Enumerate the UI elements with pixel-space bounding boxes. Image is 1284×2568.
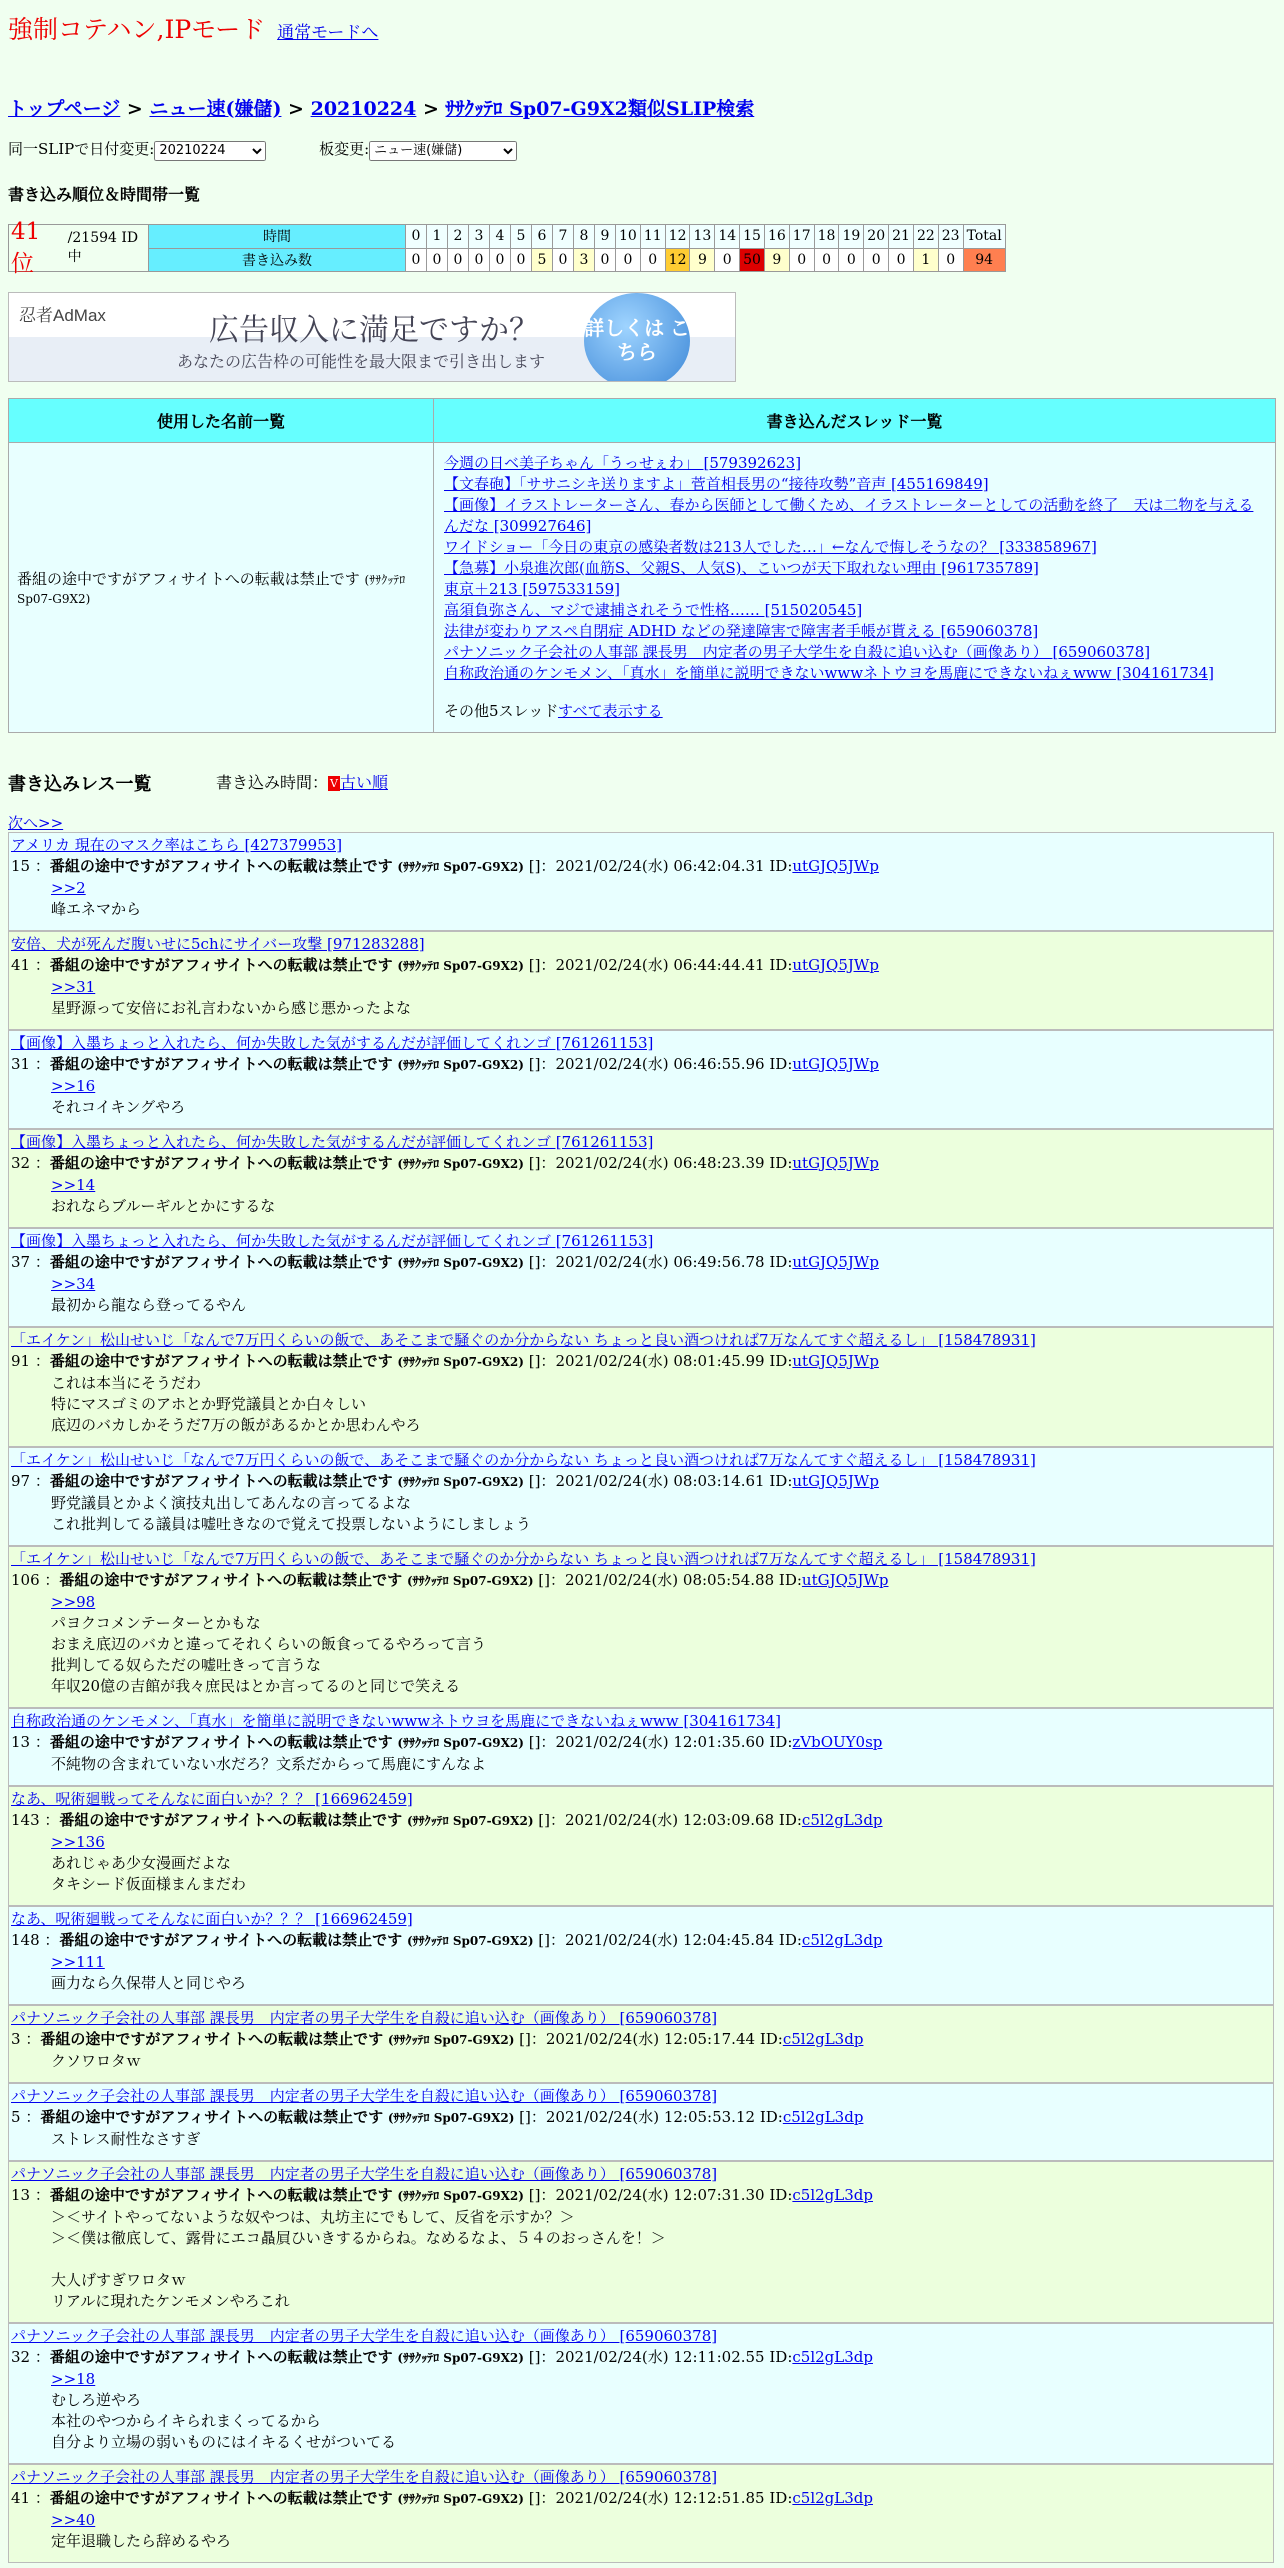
post-body: [11, 1952, 1271, 1994]
reply-anchor-link[interactable]: >>40: [51, 2511, 96, 2529]
post: [8, 1447, 1274, 1546]
post-thread-link[interactable]: 「エイケン」松山せいじ「なんで7万円くらいの飯で、あそこまで騒ぐのか分からない ちょっと良い酒つければ7万なんてすぐ超えるし」 [158478931]: [11, 1550, 1036, 1568]
post-line: 本社のやつからイキられまくってるから: [51, 2412, 321, 2430]
post-date: 2021/02/24(水) 12:03:09.68: [564, 1811, 775, 1829]
counts-row: [149, 248, 1006, 272]
post-line: リアルに現れたケンモメンやろこれ: [51, 2292, 290, 2310]
hour-cell: 16: [764, 225, 789, 249]
post-body: [11, 1493, 1271, 1535]
thread-link[interactable]: ワイドショー「今日の東京の感染者数は213人でした…」←なんで悔しそうなの？ [333858967]: [444, 538, 1097, 556]
post-trip: (ｻｻｸｯﾃﾛ Sp07-G9X2): [397, 2189, 524, 2203]
post-header: 13 ：番組の途中ですがアフィサイトへの転載は禁止です (ｻｻｸｯﾃﾛ Sp07-G9X2) []：2021/02/24(水) 12:07:31.30 ID:c5l2gL3dp: [11, 2186, 873, 2204]
count-cell: 0: [938, 248, 963, 272]
ad-headline: 広告収入に満足ですか？: [209, 314, 539, 347]
post-header: 41 ：番組の途中ですがアフィサイトへの転載は禁止です (ｻｻｸｯﾃﾛ Sp07-G9X2) []：2021/02/24(水) 06:44:44.41 ID:utGJQ5JWp: [11, 956, 879, 974]
post-thread-link[interactable]: パナソニック子会社の人事部 課長男 内定者の男子大学生を自殺に追い込む（画像あり） [659060378]: [11, 2468, 718, 2486]
hour-cell: Total: [963, 225, 1005, 249]
post-id-link[interactable]: utGJQ5JWp: [792, 1253, 879, 1271]
post-line: ストレス耐性なさすぎ: [51, 2130, 201, 2148]
post-line: むしろ逆やろ: [51, 2391, 142, 2409]
post-line: これは本当にそうだわ: [51, 1374, 202, 1392]
post-id-link[interactable]: zVbOUY0sp: [792, 1733, 883, 1751]
hour-cell: 2: [448, 225, 469, 249]
post-name: 番組の途中ですがアフィサイトへの転載は禁止です: [49, 1253, 393, 1271]
post-number: 5: [11, 2108, 21, 2126]
post-thread-link[interactable]: 「エイケン」松山せいじ「なんで7万円くらいの飯で、あそこまで騒ぐのか分からない ちょっと良い酒つければ7万なんてすぐ超えるし」 [158478931]: [11, 1331, 1036, 1349]
post-thread-link[interactable]: パナソニック子会社の人事部 課長男 内定者の男子大学生を自殺に追い込む（画像あり） [659060378]: [11, 2327, 718, 2345]
post-header: 148 ：番組の途中ですがアフィサイトへの転載は禁止です (ｻｻｸｯﾃﾛ Sp07-G9X2) []：2021/02/24(水) 12:04:45.84 ID:c5l2gL3dp: [11, 1931, 883, 1949]
reply-anchor-link[interactable]: >>136: [51, 1833, 105, 1851]
count-cell: 0: [448, 248, 469, 272]
hour-cell: 8: [574, 225, 595, 249]
post-date: 2021/02/24(水) 08:05:54.88: [564, 1571, 775, 1589]
thread-link[interactable]: 【画像】イラストレーターさん、春から医師として働くため、イラストレーターとしての活動を終了 天は二物を与えるんだな [309927646]: [444, 496, 1254, 535]
reply-anchor-link[interactable]: >>98: [51, 1593, 96, 1611]
post-date: 2021/02/24(水) 12:01:35.60: [555, 1733, 765, 1751]
post-trip: (ｻｻｸｯﾃﾛ Sp07-G9X2): [397, 1058, 524, 1072]
reply-anchor-link[interactable]: >>34: [51, 1275, 96, 1293]
post-id-link[interactable]: utGJQ5JWp: [792, 1472, 879, 1490]
hour-cell: 4: [490, 225, 511, 249]
hour-cell: 5: [511, 225, 532, 249]
hour-cell: 10: [616, 225, 641, 249]
post: [8, 1906, 1274, 2005]
post-thread-link[interactable]: アメリカ 現在のマスク率はこちら [427379953]: [11, 836, 343, 854]
post-trip: (ｻｻｸｯﾃﾛ Sp07-G9X2): [397, 1256, 524, 1270]
post-body: [11, 1592, 1271, 1697]
post-id-link[interactable]: c5l2gL3dp: [801, 1931, 883, 1949]
post-number: 15: [11, 857, 31, 875]
post-date: 2021/02/24(水) 06:48:23.39: [555, 1154, 765, 1172]
count-cell: 0: [864, 248, 889, 272]
post-line: 星野源って安倍にお礼言わないから感じ悪かったよな: [51, 999, 412, 1017]
rank-total: /21594 ID中: [67, 230, 139, 265]
hour-cell: 0: [406, 225, 427, 249]
time-header: 時間: [149, 225, 406, 249]
post: [8, 1228, 1274, 1327]
post-name: 番組の途中ですがアフィサイトへの転載は禁止です: [59, 1811, 403, 1829]
post-line: 定年退職したら辞めるやろ: [51, 2532, 232, 2550]
post-date: 2021/02/24(水) 12:12:51.85: [555, 2489, 765, 2507]
post: [8, 1546, 1274, 1708]
mode-header: [8, 10, 378, 46]
count-cell: 0: [715, 248, 740, 272]
post-trip: (ｻｻｸｯﾃﾛ Sp07-G9X2): [397, 959, 524, 973]
post-name: 番組の途中ですがアフィサイトへの転載は禁止です: [49, 2186, 393, 2204]
post-thread-link[interactable]: なあ、呪術廻戦ってそんなに面白いか？？？ [166962459]: [11, 1790, 413, 1808]
post-trip: (ｻｻｸｯﾃﾛ Sp07-G9X2): [397, 1157, 524, 1171]
oldest-first-link[interactable]: 古い順: [339, 773, 388, 792]
post-id-link[interactable]: c5l2gL3dp: [782, 2108, 864, 2126]
count-cell: 0: [814, 248, 839, 272]
breadcrumb-separator: >: [281, 98, 311, 120]
post-name: 番組の途中ですがアフィサイトへの転載は禁止です: [49, 1352, 393, 1370]
reply-anchor-link[interactable]: >>31: [51, 978, 96, 996]
post: [8, 1129, 1274, 1228]
names-cell: [9, 443, 434, 733]
info-table: [8, 398, 1276, 733]
post-date: 2021/02/24(水) 12:05:53.12: [545, 2108, 756, 2126]
post-date: 2021/02/24(水) 06:46:55.96: [555, 1055, 765, 1073]
post-body: [11, 2510, 1271, 2552]
post-trip: (ｻｻｸｯﾃﾛ Sp07-G9X2): [397, 2351, 524, 2365]
post-id-link[interactable]: utGJQ5JWp: [792, 1055, 879, 1073]
post-body: [11, 2369, 1271, 2453]
post-header: 106 ：番組の途中ですがアフィサイトへの転載は禁止です (ｻｻｸｯﾃﾛ Sp07-G9X2) []：2021/02/24(水) 08:05:54.88 ID:utGJQ5JWp: [11, 1571, 889, 1589]
thread-link[interactable]: 【文春砲】「ササニシキ送りますよ」菅首相長男の“接待攻勢”音声 [455169849]: [444, 475, 989, 493]
post-body: [11, 1754, 1271, 1775]
hour-cell: 20: [864, 225, 889, 249]
count-cell: 1: [913, 248, 938, 272]
hour-cell: 19: [839, 225, 864, 249]
hour-cell: 17: [789, 225, 814, 249]
post-header: 15 ：番組の途中ですがアフィサイトへの転載は禁止です (ｻｻｸｯﾃﾛ Sp07-G9X2) []：2021/02/24(水) 06:42:04.31 ID:utGJQ5JWp: [11, 857, 879, 875]
breadcrumb: [8, 94, 628, 121]
similar-slip-search-link[interactable]: 類似SLIP検索: [628, 98, 755, 120]
post-trip: (ｻｻｸｯﾃﾛ Sp07-G9X2): [406, 1574, 534, 1588]
post-trip: (ｻｻｸｯﾃﾛ Sp07-G9X2): [387, 2033, 515, 2047]
post-id-link[interactable]: utGJQ5JWp: [792, 1154, 879, 1172]
post-date: 2021/02/24(水) 12:04:45.84: [564, 1931, 775, 1949]
count-cell: 3: [574, 248, 595, 272]
names-header: 使用した名前一覧: [9, 399, 434, 443]
post-header: 91 ：番組の途中ですがアフィサイトへの転載は禁止です (ｻｻｸｯﾃﾛ Sp07-G9X2) []：2021/02/24(水) 08:01:45.99 ID:utGJQ5JWp: [11, 1352, 879, 1370]
post-line: あれじゃあ少女漫画だよな: [51, 1854, 232, 1872]
post-number: 91: [11, 1352, 31, 1370]
breadcrumb-slip-link[interactable]: ｻｻｸｯﾃﾛ Sp07-G9X2: [445, 98, 628, 120]
count-cell: 0: [640, 248, 665, 272]
rank-box: [8, 218, 148, 277]
ranking-title: 書き込み順位＆時間帯一覧: [8, 185, 201, 204]
board-select[interactable]: [369, 141, 517, 161]
post-line: 特にマスゴミのアホとか野党議員とか白々しい: [51, 1395, 367, 1413]
post-trip: (ｻｻｸｯﾃﾛ Sp07-G9X2): [406, 1934, 534, 1948]
sort-icon: V: [330, 777, 338, 790]
post: [8, 2083, 1274, 2161]
post-line: 野党議員とかよく演技丸出してあんなの言ってるよな: [51, 1494, 412, 1512]
post-number: 148: [11, 1931, 40, 1949]
reply-anchor-link[interactable]: >>16: [51, 1077, 96, 1095]
post-trip: (ｻｻｸｯﾃﾛ Sp07-G9X2): [387, 2111, 515, 2125]
post-number: 41: [11, 956, 31, 974]
post-line: 底辺のバカしかそうだ7万の飯があるかとか思わんやろ: [51, 1416, 421, 1434]
reply-anchor-link[interactable]: >>14: [51, 1176, 96, 1194]
post: [8, 1786, 1274, 1906]
controls-row: [8, 138, 517, 161]
count-cell: 9: [690, 248, 715, 272]
used-name-trip: (ｻｻｸｯﾃﾛ Sp07-G9X2): [17, 573, 406, 606]
post-line: 画力なら久保帯人と同じやろ: [51, 1974, 247, 1992]
count-cell: 0: [839, 248, 864, 272]
hour-cell: 18: [814, 225, 839, 249]
post-id-link[interactable]: c5l2gL3dp: [782, 2030, 864, 2048]
post-number: 32: [11, 1154, 31, 1172]
hour-cell: 23: [938, 225, 963, 249]
post-name: 番組の途中ですがアフィサイトへの転載は禁止です: [49, 1733, 393, 1751]
post-id-link[interactable]: c5l2gL3dp: [801, 1811, 883, 1829]
post-thread-link[interactable]: 自称政治通のケンモメン、「真水」を簡単に説明できないwwwネトウヨを馬鹿にできないねぇwww [304161734]: [11, 1712, 781, 1730]
thread-link[interactable]: 法律が変わりアスペ自閉症 ADHD などの発達障害で障害者手帳が貰える [659060378]: [444, 622, 1039, 640]
post: [8, 2464, 1274, 2563]
count-cell: 0: [511, 248, 532, 272]
reply-anchor-link[interactable]: >>18: [51, 2370, 96, 2388]
count-cell: 5: [532, 248, 553, 272]
post-line: ＞＜サイトやってないような奴やつは、丸坊主にでもして、反省を示すか？＞: [51, 2208, 575, 2226]
count-cell: 9: [764, 248, 789, 272]
used-name: 番組の途中ですがアフィサイトへの転載は禁止です: [17, 570, 360, 588]
hour-cell: 9: [595, 225, 616, 249]
post-name: 番組の途中ですがアフィサイトへの転載は禁止です: [49, 1055, 393, 1073]
mode-title: 強制コテハン,IPモード: [8, 15, 266, 44]
post: [8, 2323, 1274, 2464]
post-header: 13 ：番組の途中ですがアフィサイトへの転載は禁止です (ｻｻｸｯﾃﾛ Sp07-G9X2) []：2021/02/24(水) 12:01:35.60 ID:zVbOUY0sp: [11, 1733, 883, 1751]
thread-link[interactable]: 自称政治通のケンモメン、「真水」を簡単に説明できないwwwネトウヨを馬鹿にできないねぇwww [304161734]: [444, 664, 1214, 682]
post-date: 2021/02/24(水) 12:11:02.55: [555, 2348, 765, 2366]
hour-cell: 11: [640, 225, 665, 249]
post-line: それコイキングやろ: [51, 1098, 186, 1116]
post-thread-link[interactable]: パナソニック子会社の人事部 課長男 内定者の男子大学生を自殺に追い込む（画像あり） [659060378]: [11, 2165, 718, 2183]
ad-logo: 忍者AdMax: [19, 306, 106, 325]
post-line: 年収20億の吉館が我々庶民はとか言ってるのと同じで笑える: [51, 1677, 461, 1695]
post-date: 2021/02/24(水) 12:05:17.44: [545, 2030, 756, 2048]
post-line: パヨクコメンテーターとかもな: [51, 1614, 261, 1632]
thread-link[interactable]: 【急募】小泉進次郎(血筋S、父親S、人気S)、こいつが天下取れない理由 [961735789]: [444, 559, 1039, 577]
post: [8, 931, 1274, 1030]
post-line: ＞＜僕は徹底して、露骨にエコ贔屓ひいきするからね。なめるなよ、５４のおっさんを！＞: [51, 2229, 666, 2247]
post-date: 2021/02/24(水) 08:01:45.99: [555, 1352, 765, 1370]
post-trip: (ｻｻｸｯﾃﾛ Sp07-G9X2): [406, 1814, 534, 1828]
count-cell: 0: [406, 248, 427, 272]
post-number: 31: [11, 1055, 31, 1073]
post-header: 143 ：番組の途中ですがアフィサイトへの転載は禁止です (ｻｻｸｯﾃﾛ Sp07-G9X2) []：2021/02/24(水) 12:03:09.68 ID:c5l2gL3dp: [11, 1811, 883, 1829]
threads-cell: [434, 443, 1276, 733]
post-line: 批判してる奴らただの嘘吐きって言うな: [51, 1656, 322, 1674]
post-date: 2021/02/24(水) 06:49:56.78: [555, 1253, 765, 1271]
post-line: おまえ底辺のバカと違ってそれくらいの飯食ってるやろって言う: [51, 1635, 487, 1653]
post-thread-link[interactable]: なあ、呪術廻戦ってそんなに面白いか？？？ [166962459]: [11, 1910, 413, 1928]
post-date: 2021/02/24(水) 06:42:04.31: [555, 857, 765, 875]
post-header: 31 ：番組の途中ですがアフィサイトへの転載は禁止です (ｻｻｸｯﾃﾛ Sp07-G9X2) []：2021/02/24(水) 06:46:55.96 ID:utGJQ5JWp: [11, 1055, 879, 1073]
hour-cell: 13: [690, 225, 715, 249]
post-header: 5 ：番組の途中ですがアフィサイトへの転載は禁止です (ｻｻｸｯﾃﾛ Sp07-G9X2) []：2021/02/24(水) 12:05:53.12 ID:c5l2gL3dp: [11, 2108, 864, 2126]
post-body: [11, 2051, 1271, 2072]
next-page-link[interactable]: 次へ>>: [8, 814, 64, 832]
breadcrumb-board-link[interactable]: ニュー速(嫌儲): [149, 98, 282, 120]
post-number: 13: [11, 2186, 31, 2204]
ad-banner[interactable]: [8, 292, 736, 382]
thread-link[interactable]: 東京＋213 [597533159]: [444, 580, 620, 598]
date-select[interactable]: [154, 141, 266, 161]
post-line: これ批判してる議員は嘘吐きなので覚えて投票しないようにしましょう: [51, 1515, 532, 1533]
post-header: 3 ：番組の途中ですがアフィサイトへの転載は禁止です (ｻｻｸｯﾃﾛ Sp07-G9X2) []：2021/02/24(水) 12:05:17.44 ID:c5l2gL3dp: [11, 2030, 864, 2048]
hour-cell: 7: [553, 225, 574, 249]
post-trip: (ｻｻｸｯﾃﾛ Sp07-G9X2): [397, 860, 524, 874]
ad-subtext: あなたの広告枠の可能性を最大限まで引き出します: [177, 354, 546, 371]
breadcrumb-top-link[interactable]: トップページ: [8, 98, 121, 120]
date-change-label: 同一SLIPで日付変更:: [8, 140, 155, 158]
post-body: [11, 1175, 1271, 1217]
post-number: 32: [11, 2348, 31, 2366]
threads-header: 書き込んだスレッド一覧: [434, 399, 1276, 443]
count-cell: 0: [789, 248, 814, 272]
post-body: [11, 1832, 1271, 1895]
responses-title: 書き込みレス一覧: [8, 774, 152, 795]
breadcrumb-separator: >: [120, 98, 150, 120]
count-cell: 0: [889, 248, 914, 272]
post-thread-link[interactable]: パナソニック子会社の人事部 課長男 内定者の男子大学生を自殺に追い込む（画像あり） [659060378]: [11, 2087, 718, 2105]
count-cell: 0: [469, 248, 490, 272]
hour-cell: 15: [740, 225, 765, 249]
count-cell: 0: [595, 248, 616, 272]
rank-value: 41 位: [11, 218, 41, 277]
thread-link[interactable]: パナソニック子会社の人事部 課長男 内定者の男子大学生を自殺に追い込む（画像あり） [659060378]: [444, 643, 1151, 661]
post-body: [11, 1076, 1271, 1118]
post-name: 番組の途中ですがアフィサイトへの転載は禁止です: [49, 2489, 393, 2507]
post-header: 32 ：番組の途中ですがアフィサイトへの転載は禁止です (ｻｻｸｯﾃﾛ Sp07-G9X2) []：2021/02/24(水) 06:48:23.39 ID:utGJQ5JWp: [11, 1154, 879, 1172]
post-line: [51, 2249, 1271, 2270]
post-name: 番組の途中ですがアフィサイトへの転載は禁止です: [49, 1154, 393, 1172]
post-line: タキシード仮面様まんまだわ: [51, 1875, 246, 1893]
post-header: 37 ：番組の途中ですがアフィサイトへの転載は禁止です (ｻｻｸｯﾃﾛ Sp07-G9X2) []：2021/02/24(水) 06:49:56.78 ID:utGJQ5JWp: [11, 1253, 879, 1271]
hour-cell: 22: [913, 225, 938, 249]
hour-cell: 1: [427, 225, 448, 249]
hour-cell: 21: [889, 225, 914, 249]
hourly-table: [148, 224, 1006, 272]
count-cell: 0: [553, 248, 574, 272]
post-trip: (ｻｻｸｯﾃﾛ Sp07-G9X2): [397, 1475, 524, 1489]
post-header: 32 ：番組の途中ですがアフィサイトへの転載は禁止です (ｻｻｸｯﾃﾛ Sp07-G9X2) []：2021/02/24(水) 12:11:02.55 ID:c5l2gL3dp: [11, 2348, 873, 2366]
count-header: 書き込み数: [149, 248, 406, 272]
post-line: 最初から龍なら登ってるやん: [51, 1296, 247, 1314]
thread-link[interactable]: 高須負弥さん、マジで逮捕されそうで性格…… [515020545]: [444, 601, 863, 619]
reply-anchor-link[interactable]: >>2: [51, 879, 86, 897]
post-id-link[interactable]: utGJQ5JWp: [792, 956, 879, 974]
post: [8, 1030, 1274, 1129]
post: [8, 1327, 1274, 1447]
time-order-label: 書き込み時間：: [216, 773, 329, 792]
hours-row: [149, 225, 1006, 249]
post-number: 37: [11, 1253, 31, 1271]
count-cell: 12: [665, 248, 690, 272]
show-all-threads-link[interactable]: すべて表示する: [557, 702, 663, 720]
post-number: 13: [11, 1733, 31, 1751]
post-id-link[interactable]: utGJQ5JWp: [792, 857, 879, 875]
post-line: 峰エネマから: [51, 900, 142, 918]
ad-details-button[interactable]: 詳しくは こちら: [584, 293, 690, 382]
count-cell: 50: [740, 248, 765, 272]
count-cell: 0: [490, 248, 511, 272]
post: [8, 832, 1274, 931]
post-name: 番組の途中ですがアフィサイトへの転載は禁止です: [40, 2108, 384, 2126]
post-name: 番組の途中ですがアフィサイトへの転載は禁止です: [49, 1472, 393, 1490]
post-body: [11, 2129, 1271, 2150]
post-name: 番組の途中ですがアフィサイトへの転載は禁止です: [49, 2348, 393, 2366]
hour-cell: 3: [469, 225, 490, 249]
post-number: 3: [11, 2030, 21, 2048]
post-id-link[interactable]: c5l2gL3dp: [792, 2186, 873, 2204]
post-body: [11, 977, 1271, 1019]
post-thread-link[interactable]: 安倍、犬が死んだ腹いせに5chにサイバー攻撃 [971283288]: [11, 935, 425, 953]
post-id-link[interactable]: c5l2gL3dp: [792, 2348, 873, 2366]
post-number: 143: [11, 1811, 40, 1829]
post-name: 番組の途中ですがアフィサイトへの転載は禁止です: [49, 857, 393, 875]
hour-cell: 12: [665, 225, 690, 249]
reply-anchor-link[interactable]: >>111: [51, 1953, 105, 1971]
post-header: 97 ：番組の途中ですがアフィサイトへの転載は禁止です (ｻｻｸｯﾃﾛ Sp07-G9X2) []：2021/02/24(水) 08:03:14.61 ID:utGJQ5JWp: [11, 1472, 879, 1490]
count-cell: 0: [616, 248, 641, 272]
time-order: [216, 770, 388, 793]
post-trip: (ｻｻｸｯﾃﾛ Sp07-G9X2): [397, 2492, 524, 2506]
post-name: 番組の途中ですがアフィサイトへの転載は禁止です: [40, 2030, 384, 2048]
post-name: 番組の途中ですがアフィサイトへの転載は禁止です: [49, 956, 393, 974]
board-change-label: 板変更:: [319, 140, 370, 158]
post-number: 106: [11, 1571, 40, 1589]
post-trip: (ｻｻｸｯﾃﾛ Sp07-G9X2): [397, 1736, 524, 1750]
post-id-link[interactable]: utGJQ5JWp: [792, 1352, 879, 1370]
post-thread-link[interactable]: 【画像】入墨ちょっと入れたら、何か失敗した気がするんだが評価してくれンゴ [761261153]: [11, 1232, 654, 1250]
hour-cell: 14: [715, 225, 740, 249]
post-name: 番組の途中ですがアフィサイトへの転載は禁止です: [59, 1931, 403, 1949]
post-body: [11, 878, 1271, 920]
post-header: 41 ：番組の途中ですがアフィサイトへの転載は禁止です (ｻｻｸｯﾃﾛ Sp07-G9X2) []：2021/02/24(水) 12:12:51.85 ID:c5l2gL3dp: [11, 2489, 873, 2507]
post: [8, 1708, 1274, 1786]
count-cell: 94: [963, 248, 1005, 272]
hour-cell: 6: [532, 225, 553, 249]
post-line: 大人げすぎワロタｗ: [51, 2271, 187, 2289]
post-date: 2021/02/24(水) 12:07:31.30: [555, 2186, 765, 2204]
count-cell: 0: [427, 248, 448, 272]
post-list: [8, 832, 1274, 2563]
ranking-section: [8, 218, 1006, 277]
post-name: 番組の途中ですがアフィサイトへの転載は禁止です: [59, 1571, 403, 1589]
post-line: 自分より立場の弱いものにはイキるくせがついてる: [51, 2433, 397, 2451]
normal-mode-link[interactable]: 通常モードへ: [277, 23, 379, 43]
post-body: [11, 1274, 1271, 1316]
post-number: 97: [11, 1472, 31, 1490]
post-line: 不純物の含まれていない水だろ？文系だからって馬鹿にすんなよ: [51, 1755, 487, 1773]
other-threads-count: その他5スレッド: [444, 702, 558, 720]
breadcrumb-date-link[interactable]: 20210224: [310, 98, 417, 120]
post-thread-link[interactable]: 【画像】入墨ちょっと入れたら、何か失敗した気がするんだが評価してくれンゴ [761261153]: [11, 1034, 654, 1052]
thread-link[interactable]: 今週の日ベ美子ちゃん「うっせぇわ」 [579392623]: [444, 454, 802, 472]
post-thread-link[interactable]: 「エイケン」松山せいじ「なんで7万円くらいの飯で、あそこまで騒ぐのか分からない ちょっと良い酒つければ7万なんてすぐ超えるし」 [158478931]: [11, 1451, 1036, 1469]
post-date: 2021/02/24(水) 06:44:44.41: [555, 956, 765, 974]
post: [8, 2005, 1274, 2083]
post-id-link[interactable]: c5l2gL3dp: [792, 2489, 873, 2507]
post-thread-link[interactable]: パナソニック子会社の人事部 課長男 内定者の男子大学生を自殺に追い込む（画像あり） [659060378]: [11, 2009, 718, 2027]
thread-list: [444, 453, 1265, 684]
post-id-link[interactable]: utGJQ5JWp: [801, 1571, 889, 1589]
breadcrumb-separator: >: [416, 98, 446, 120]
post-thread-link[interactable]: 【画像】入墨ちょっと入れたら、何か失敗した気がするんだが評価してくれンゴ [761261153]: [11, 1133, 654, 1151]
post-body: [11, 2207, 1271, 2312]
post: [8, 2161, 1274, 2323]
post-line: おれならブルーギルとかにするな: [51, 1197, 276, 1215]
post-date: 2021/02/24(水) 08:03:14.61: [555, 1472, 765, 1490]
post-line: クソワロタｗ: [51, 2052, 142, 2070]
post-body: [11, 1373, 1271, 1436]
post-trip: (ｻｻｸｯﾃﾛ Sp07-G9X2): [397, 1355, 524, 1369]
post-number: 41: [11, 2489, 31, 2507]
other-threads: [444, 701, 1265, 722]
